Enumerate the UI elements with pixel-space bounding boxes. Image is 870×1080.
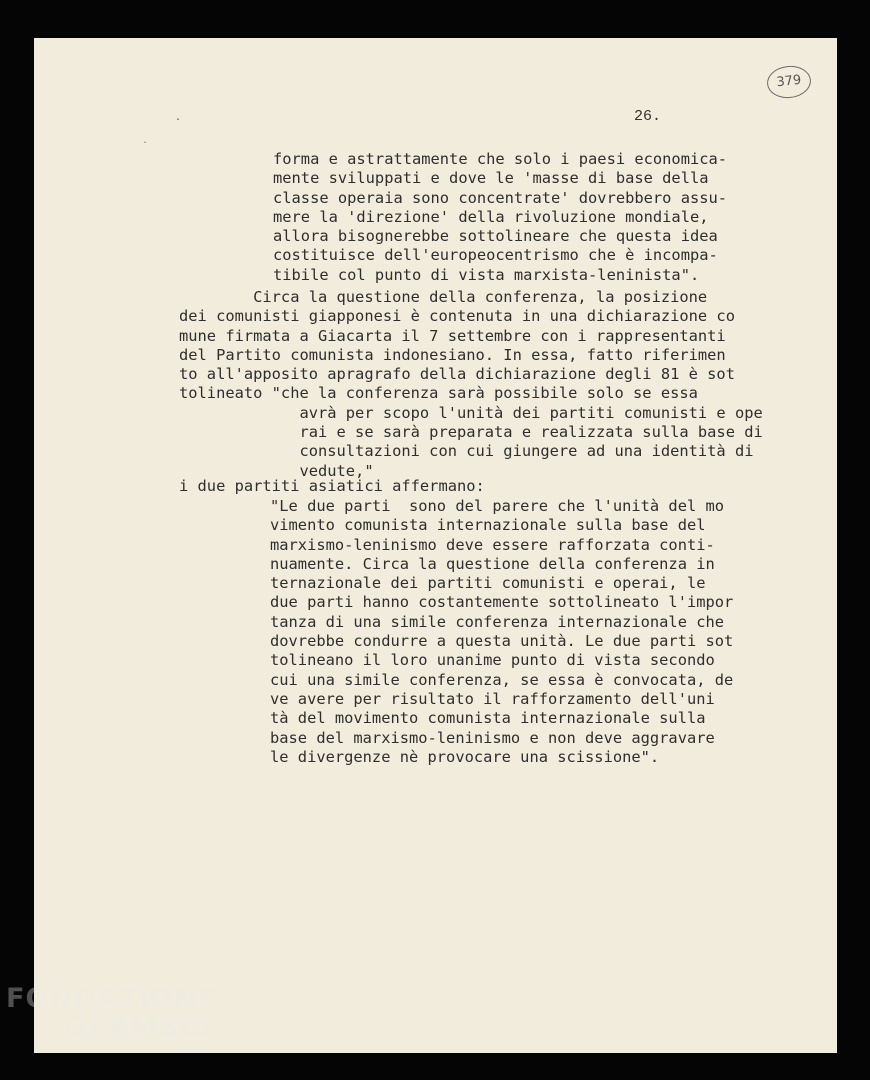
watermark-line-1: FONDAZIONE [6, 983, 217, 1014]
fondazione-gramsci-watermark [6, 984, 217, 1054]
page-number: 26. [634, 108, 662, 125]
stray-mark-dot: . [175, 113, 182, 124]
stray-mark-tick: ` [142, 142, 149, 153]
paragraph-conference-position: Circa la questione della conferenza, la posizione dei comunisti giapponesi è contenuta in una dichiarazione co mune firmata a Giacarta il 7 settembre con i rappresentanti del Partito comunista indonesiano. In essa, fatto riferimen to all'apposito apragrafo della dichiarazione degli 81 è sot tolineato "che la conferenza sarà possibile solo se essa avrà per scopo l'unità dei partiti comunisti e ope rai e se sarà preparata e realizzata sulla base di consultazioni con cui giungere ad una identità di vedute," [179, 288, 763, 480]
paragraph-block-quote: "Le due parti sono del parere che l'unità del mo vimento comunista internazionale sulla base del marxismo-leninismo deve essere rafforzata conti- nuamente. Circa la questione della conferenza in ternazionale dei partiti comunisti e operai, le due parti hanno costantemente sottolineato l'impor tanza di una simile conferenza internazionale che dovrebbe condurre a questa unità. Le due parti sot tolineano il loro unanime punto di vista secondo cui una simile conferenza, se essa è convocata, de ve avere per risultato il rafforzamento dell'uni tà del movimento comunista internazionale sulla base del marxismo-leninismo e non deve aggravare le divergenze nè provocare una scissione". [270, 497, 734, 766]
paragraph-introduction: i due partiti asiatici affermano: [179, 477, 485, 495]
paragraph-continued-quote: forma e astrattamente che solo i paesi economica- mente sviluppati e dove le 'masse di base della classe operaia sono concentrate' dovrebbero assu- mere la 'direzione' della rivoluzione mondiale, allora bisognerebbe sottolineare che questa idea costituisce dell'europeocentrismo che è incompa- tibile col punto di vista marxista-leninista". [273, 150, 728, 284]
archive-number-stamp: 379 [765, 64, 812, 100]
watermark-line-3: onlus [176, 1041, 206, 1054]
watermark-line-2: GRAMSCI [64, 1012, 212, 1043]
